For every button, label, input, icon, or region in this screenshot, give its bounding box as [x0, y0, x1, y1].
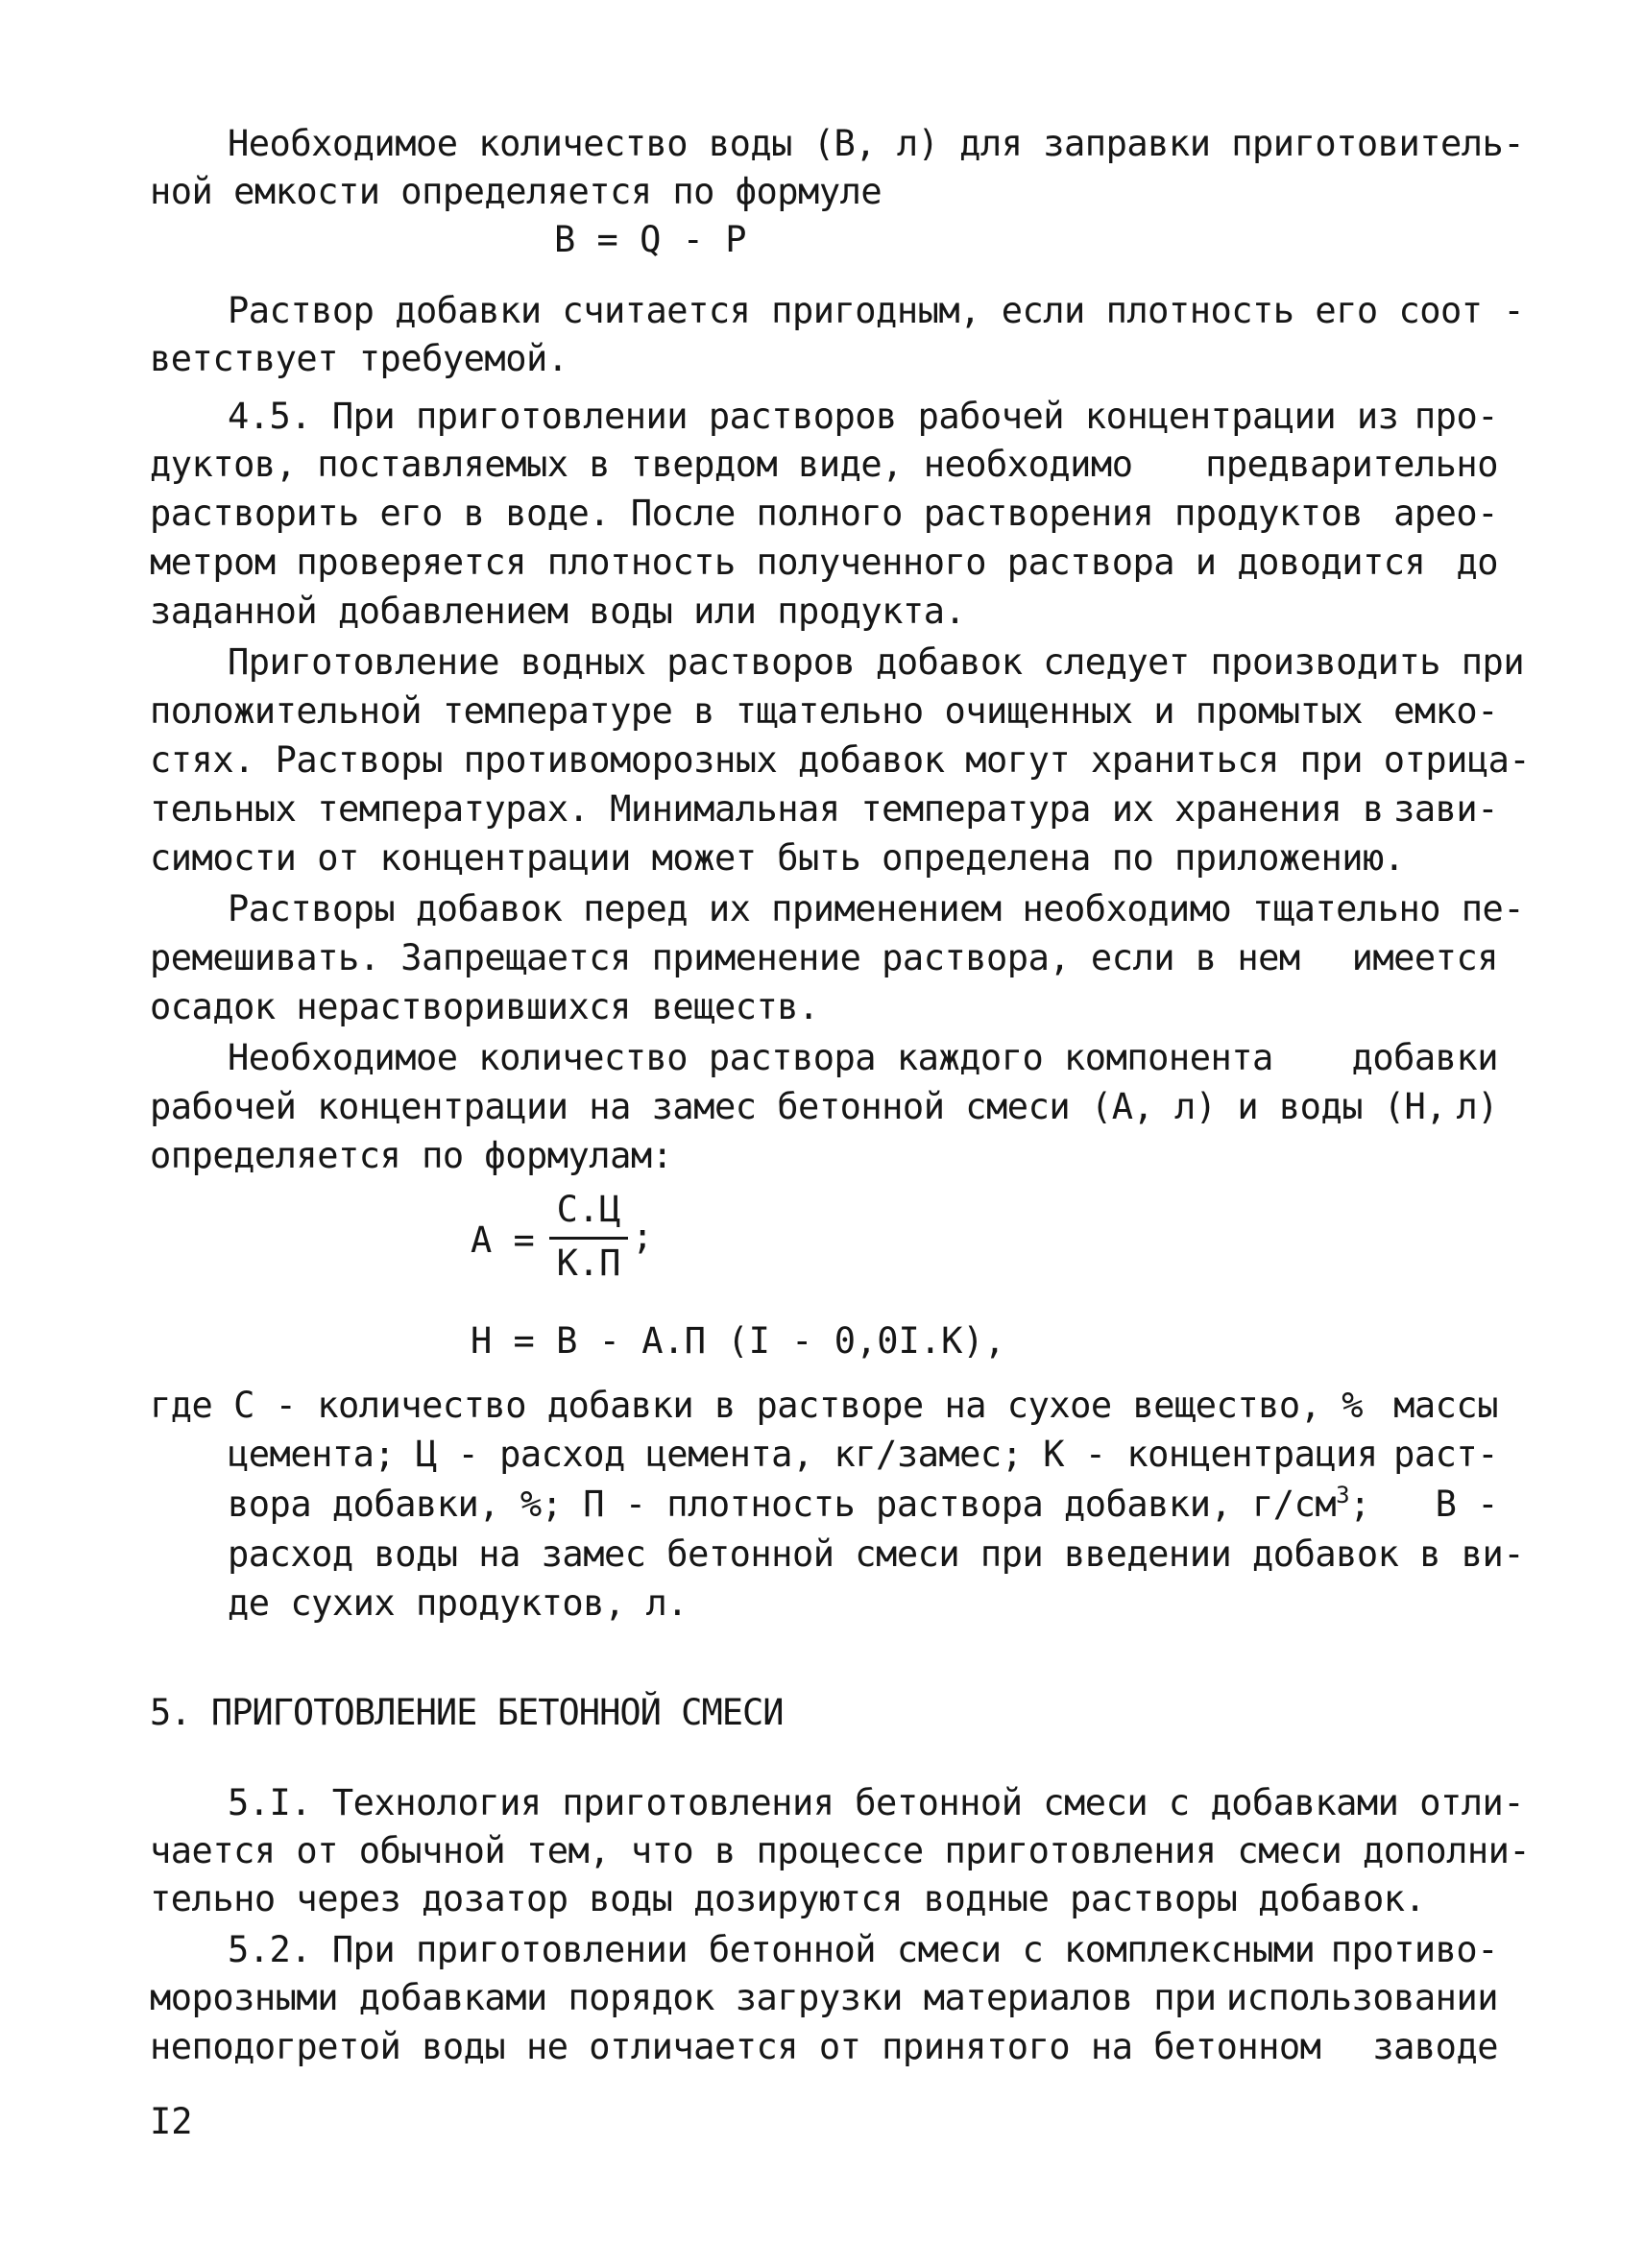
text-line [150, 1385, 1498, 1427]
text-segment: раст- [1393, 1434, 1498, 1475]
text-run: ; [1349, 1484, 1370, 1525]
text-segment: дуктов, поставляемых в твердом виде, необходимо [150, 444, 1133, 485]
text-segment: добавки [1351, 1037, 1498, 1078]
text-line: определяется по формулам: [150, 1135, 673, 1176]
text-segment: растворить его в воде. После полного растворения продуктов [150, 493, 1364, 534]
text-run: вора добавки, %; П - плотность раствора добавки, г/см [228, 1484, 1337, 1525]
text-line [150, 690, 1498, 733]
text-line [150, 1977, 1498, 2019]
text-line [150, 1086, 1498, 1128]
text-segment: ремешивать. Запрещается применение раствора, если в нем [150, 937, 1300, 978]
section-heading: 5. ПРИГОТОВЛЕНИЕ БЕТОННОЙ СМЕСИ [150, 1692, 784, 1733]
text-segment: 5.2. При приготовлении бетонной смеси с комплексными [228, 1929, 1316, 1970]
text-line [150, 444, 1498, 486]
text-segment: положительной температуре в тщательно очищенных и промытых [150, 690, 1364, 732]
text-segment: до [1456, 542, 1498, 583]
text-line [228, 1484, 1498, 1526]
text-segment: морозными добавками порядок загрузки материалов при [150, 1977, 1217, 2018]
text-line: стях. Растворы противоморозных добавок могут храниться при отрица- [150, 739, 1531, 781]
text-segment: имеется [1351, 937, 1498, 978]
text-line: ветствует требуемой. [150, 338, 568, 379]
formula-a-lhs: А = [471, 1219, 535, 1261]
text-line: Раствор добавки считается пригодным, если плотность его соот - [228, 290, 1525, 331]
text-segment: про- [1414, 396, 1498, 437]
text-segment: заводе [1372, 2026, 1498, 2067]
text-segment [228, 1484, 1370, 1526]
text-segment: Необходимое количество раствора каждого компонента [228, 1037, 1273, 1078]
text-segment: цемента; Ц - расход цемента, кг/замес; К - концентрация [228, 1434, 1378, 1475]
superscript: 3 [1336, 1482, 1350, 1508]
text-line [150, 2026, 1498, 2068]
text-line [228, 1037, 1498, 1079]
text-segment: зави- [1393, 788, 1498, 830]
text-line [228, 1929, 1498, 1971]
text-line [150, 788, 1498, 831]
text-line: осадок нерастворившихся веществ. [150, 986, 819, 1027]
text-line: чается от обычной тем, что в процессе приготовления смеси дополни- [150, 1830, 1531, 1871]
text-line [228, 396, 1498, 438]
text-segment: метром проверяется плотность полученного раствора и доводится [150, 542, 1426, 583]
text-segment: В - [1435, 1484, 1498, 1525]
text-line [150, 542, 1498, 584]
text-segment: рабочей концентрации на замес бетонной смеси (А, л) и воды (Н, [150, 1086, 1447, 1127]
text-segment: тельных температурах. Минимальная температура их хранения в [150, 788, 1384, 830]
text-segment: массы [1393, 1385, 1498, 1426]
text-line [228, 1434, 1498, 1476]
text-line: Приготовление водных растворов добавок следует производить при [228, 641, 1525, 683]
text-line: ной емкости определяется по формуле [150, 171, 882, 212]
formula-water: В = Q - P [554, 219, 747, 260]
text-line [150, 493, 1498, 535]
text-segment: противо- [1330, 1929, 1498, 1970]
text-line: Необходимое количество воды (В, л) для заправки приготовитель- [228, 123, 1525, 164]
text-segment: арео- [1393, 493, 1498, 534]
text-line: тельно через дозатор воды дозируются водные растворы добавок. [150, 1878, 1426, 1919]
text-line: заданной добавлением воды или продукта. [150, 591, 966, 632]
text-segment: неподогретой воды не отличается от принятого на бетонном [150, 2026, 1321, 2067]
text-line: расход воды на замес бетонной смеси при введении добавок в ви- [228, 1533, 1525, 1575]
text-line [150, 937, 1498, 979]
text-segment: емко- [1393, 690, 1498, 732]
fraction-bar [549, 1237, 628, 1240]
text-segment: л) [1456, 1086, 1498, 1127]
text-line: Растворы добавок перед их применением необходимо тщательно пе- [228, 888, 1525, 929]
formula-a-numerator: С.Ц [556, 1189, 621, 1230]
text-segment: использовании [1225, 1977, 1498, 2018]
formula-a-denominator: К.П [556, 1243, 621, 1284]
text-line: де сухих продуктов, л. [228, 1582, 689, 1624]
page-number: I2 [150, 2101, 193, 2142]
text-line: 5.I. Технология приготовления бетонной смеси с добавками отли- [228, 1782, 1525, 1823]
text-segment: предварительно [1205, 444, 1498, 485]
formula-h: Н = В - А.П (I - 0,0I.К), [471, 1320, 1005, 1362]
text-line: симости от концентрации может быть определена по приложению. [150, 837, 1405, 879]
text-segment: где С - количество добавки в растворе на сухое вещество, % [150, 1385, 1364, 1426]
formula-a-tail: ; [632, 1216, 654, 1257]
text-segment: 4.5. При приготовлении растворов рабочей концентрации из [228, 396, 1399, 437]
